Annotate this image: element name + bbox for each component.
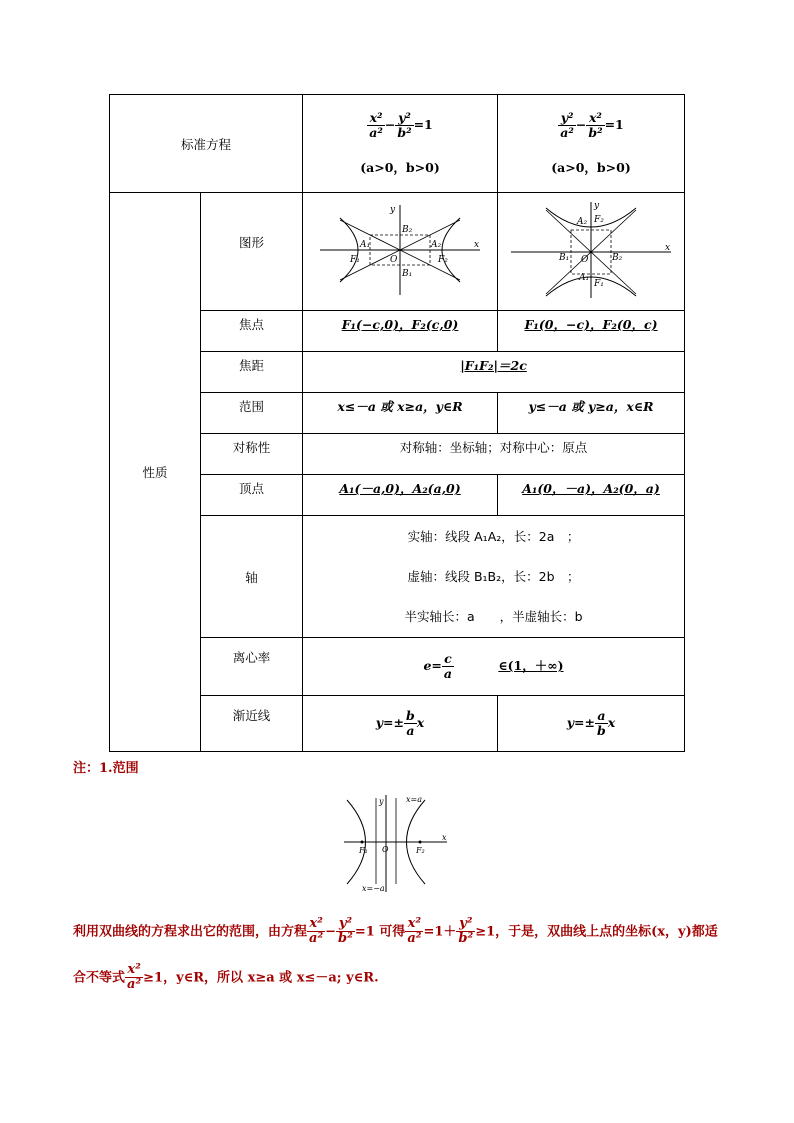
real-axis-text: 实轴：线段 A₁A₂，长：2a ； bbox=[407, 528, 580, 544]
svg-text:F₂: F₂ bbox=[438, 255, 448, 265]
svg-text:A₁: A₁ bbox=[579, 273, 590, 283]
svg-text:B₁: B₁ bbox=[559, 253, 570, 263]
svg-text:A₂: A₂ bbox=[577, 217, 588, 227]
row-label-focal-distance: 焦距 bbox=[201, 352, 303, 393]
row-label-symmetry: 对称性 bbox=[201, 434, 303, 475]
svg-text:F₁: F₁ bbox=[594, 279, 604, 289]
row-label-vertex: 顶点 bbox=[201, 475, 303, 516]
vertex-vertical: A₁(0，－a)，A₂(0，a) bbox=[498, 475, 685, 516]
svg-text:x=a: x=a bbox=[406, 795, 422, 804]
note-paragraph-line1: 利用双曲线的方程求出它的范围，由方程 $\frac{\text{x²}}{\text{a²}}$ − $\frac{\text{y²}}{\text{b²}}$ =1 可得 $\frac{\text{x²}}{\text{a²}}$ =1＋ $\frac{\text{y²}}{\text{b²}}$ ≥1，于是，双曲线上点的坐标(x，y)都适 bbox=[73, 916, 718, 947]
svg-text:O: O bbox=[581, 255, 589, 265]
svg-text:F₂: F₂ bbox=[594, 215, 604, 225]
row-label-graph: 图形 bbox=[201, 193, 303, 311]
asymptote-horizontal: y=± $\frac{b}{a}$ x bbox=[303, 696, 498, 752]
row-label-eccentricity: 离心率 bbox=[201, 638, 303, 696]
range-horizontal: x≤－a 或 x≥a，y∈R bbox=[303, 393, 498, 434]
svg-text:x: x bbox=[442, 833, 447, 842]
note-heading: 注：1.范围 bbox=[73, 761, 139, 776]
svg-text:x: x bbox=[474, 240, 480, 250]
hyperbola-horizontal-figure bbox=[310, 200, 490, 300]
graph-horizontal-hyperbola bbox=[303, 193, 498, 311]
svg-text:F₁: F₁ bbox=[359, 846, 368, 855]
vertex-horizontal: A₁(－a,0)，A₂(a,0) bbox=[303, 475, 498, 516]
focal-distance-value: |F₁F₂|＝2c bbox=[303, 352, 685, 393]
graph-vertical-hyperbola bbox=[498, 193, 685, 311]
hyperbola-properties-table bbox=[109, 94, 685, 752]
svg-text:A₂: A₂ bbox=[431, 240, 442, 250]
focus-vertical: F₁(0，−c)，F₂(0，c) bbox=[498, 311, 685, 352]
condition-text: (a>0，b>0) bbox=[360, 159, 440, 175]
eccentricity-value: e= $\frac{c}{a}$ ∈(1，＋∞) bbox=[303, 638, 685, 696]
svg-text:O: O bbox=[390, 255, 398, 265]
semi-axes-text: 半实轴长：a ，半虚轴长：b bbox=[404, 608, 583, 624]
row-label-range: 范围 bbox=[201, 393, 303, 434]
svg-text:B₁: B₁ bbox=[402, 269, 413, 279]
svg-text:A₁: A₁ bbox=[360, 240, 371, 250]
range-vertical: y≤－a 或 y≥a，x∈R bbox=[498, 393, 685, 434]
svg-text:y: y bbox=[379, 797, 384, 806]
svg-text:x: x bbox=[665, 243, 671, 253]
symmetry-value: 对称轴：坐标轴；对称中心：原点 bbox=[303, 434, 685, 475]
focus-horizontal: F₁(−c,0)，F₂(c,0) bbox=[303, 311, 498, 352]
svg-text:y: y bbox=[594, 201, 600, 211]
condition-text: (a>0，b>0) bbox=[551, 159, 631, 175]
hyperbola-vertical-figure bbox=[501, 200, 681, 300]
row-label-focus: 焦点 bbox=[201, 311, 303, 352]
svg-text:B₂: B₂ bbox=[402, 225, 413, 235]
row-label-asymptote: 渐近线 bbox=[201, 696, 303, 752]
svg-text:B₂: B₂ bbox=[612, 253, 623, 263]
properties-label: 性质 bbox=[110, 193, 201, 752]
svg-text:F₁: F₁ bbox=[350, 255, 360, 265]
axis-description bbox=[303, 516, 685, 638]
row-label-axis: 轴 bbox=[201, 516, 303, 638]
range-figure bbox=[342, 792, 452, 894]
svg-text:y: y bbox=[390, 205, 396, 215]
asymptote-vertical: y=± $\frac{a}{b}$ x bbox=[498, 696, 685, 752]
svg-text:x=−a: x=−a bbox=[362, 884, 385, 893]
standard-equation-label: 标准方程 bbox=[110, 95, 303, 193]
standard-equation-vertical: $\frac{\text{y²}}{\text{a²}}$ − $\frac{\text{x²}}{\text{b²}}$ =1 (a>0，b>0) bbox=[498, 95, 685, 193]
standard-equation-horizontal: $\frac{\text{x²}}{\text{a²}}$ − $\frac{\text{y²}}{\text{b²}}$ =1 (a>0，b>0) bbox=[303, 95, 498, 193]
note-paragraph-line2: 合不等式 $\frac{\text{x²}}{\text{a²}}$ ≥1，y∈R，所以 x≥a 或 x≤－a; y∈R. bbox=[73, 962, 379, 993]
svg-text:F₂: F₂ bbox=[416, 846, 425, 855]
imaginary-axis-text: 虚轴：线段 B₁B₂，长：2b ； bbox=[407, 568, 580, 584]
svg-text:O: O bbox=[382, 845, 389, 854]
